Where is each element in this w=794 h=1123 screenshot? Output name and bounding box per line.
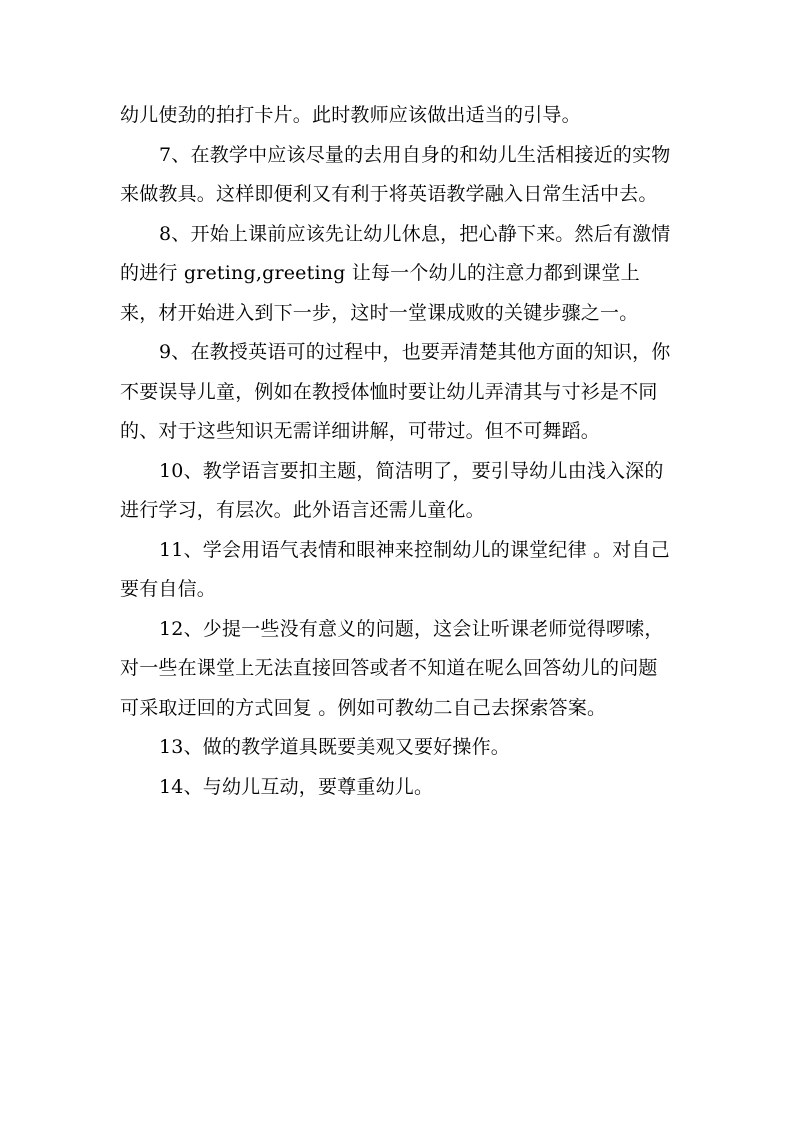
paragraph-item-10: 10、教学语言要扣主题，简洁明了，要引导幼儿由浅入深的进行学习，有层次。此外语言还需儿童化。 [120,459,664,521]
paragraph-item-9: 9、在教授英语可的过程中，也要弄清楚其他方面的知识，你不要误导儿童，例如在教授体恤时要让幼儿弄清其与寸衫是不同的、对于这些知识无需详细讲解，可带过。但不可舞蹈。 [120,341,671,442]
document-body [120,96,676,807]
paragraph-item-11: 11、学会用语气表情和眼神来控制幼儿的课堂纪律 。对自己要有自信。 [120,538,670,600]
paragraph-item-7: 7、在教学中应该尽量的去用自身的和幼儿生活相接近的实物来做教具。这样即便利又有利于将英语教学融入日常生活中去。 [120,143,671,205]
paragraph-continuation: 幼儿使劲的拍打卡片。此时教师应该做出适当的引导。 [120,104,581,126]
paragraph-item-13: 13、做的教学道具既要美观又要好操作。 [159,736,510,758]
paragraph-item-12: 12、少提一些没有意义的问题，这会让听课老师觉得啰嗦，对一些在课堂上无法直接回答或者不知道在呢么回答幼儿的问题可采取迂回的方式回复 。例如可教幼二自己去探索答案。 [120,617,664,719]
paragraph-item-14: 14、与幼儿互动，要尊重幼儿。 [159,775,434,798]
paragraph-item-8: 8、开始上课前应该先让幼儿休息，把心静下来。然后有激情的进行 greting,greeting 让每一个幼儿的注意力都到课堂上来，材开始进入到下一步，这时一堂课成败的关键步骤之一。 [120,222,671,324]
